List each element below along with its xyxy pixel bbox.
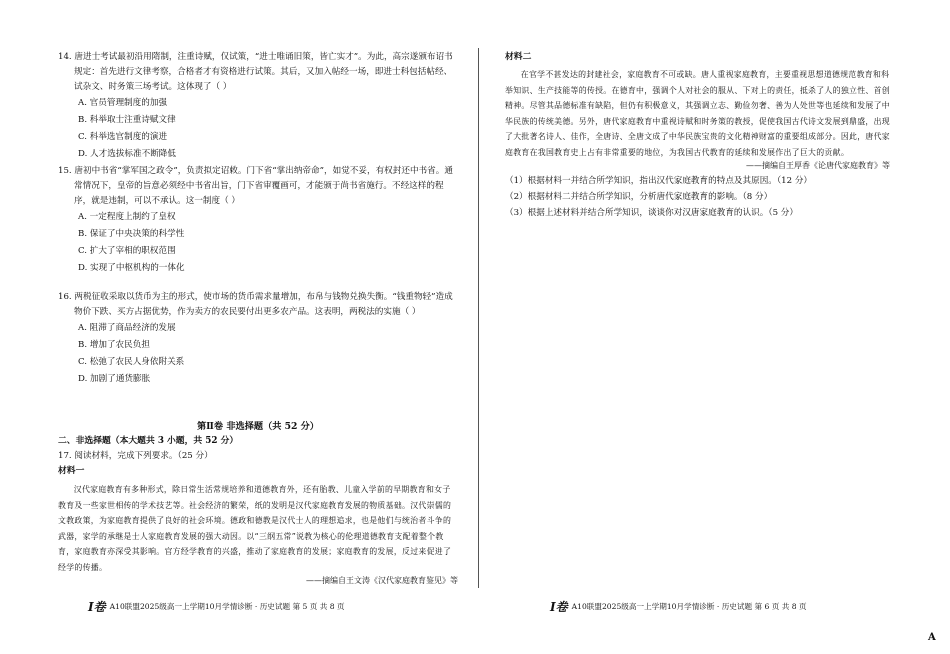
footer-right bbox=[550, 598, 807, 615]
option-b[interactable]: B. 增加了农民负担 bbox=[78, 340, 150, 350]
option-d[interactable]: D. 人才选拔标准不断降低 bbox=[78, 149, 176, 159]
page-divider bbox=[478, 48, 479, 588]
question-15 bbox=[58, 164, 458, 277]
footer-text: A10联盟2025级高一上学期10月学情诊断 · 历史试题 第 6 页 共 8 页 bbox=[571, 602, 807, 611]
left-page bbox=[58, 0, 458, 654]
material-2-source: ——摘编自王厚香《论唐代家庭教育》等 bbox=[746, 161, 890, 170]
right-page bbox=[505, 0, 890, 654]
option-b[interactable]: B. 保证了中央决策的科学性 bbox=[78, 229, 185, 239]
task-list bbox=[505, 173, 890, 221]
task-1: （1）根据材料一并结合所学知识，指出汉代家庭教育的特点及其原因。（12 分） bbox=[505, 176, 813, 186]
option-c[interactable]: C. 松弛了农民人身依附关系 bbox=[78, 357, 185, 367]
material-1-source: ——摘编自王文涛《汉代家庭教育鉴见》等 bbox=[306, 576, 458, 585]
task-3: （3）根据上述材料并结合所学知识，谈谈你对汉唐家庭教育的认识。（5 分） bbox=[505, 208, 798, 218]
option-d[interactable]: D. 加剧了通货膨胀 bbox=[78, 374, 151, 384]
material-2 bbox=[505, 50, 890, 221]
option-c[interactable]: C. 扩大了宰相的职权范围 bbox=[78, 246, 176, 256]
question-stem: 14. 唐进士考试最初沿用隋制，注重诗赋，仅试策，“进士唯诵旧策，皆亡实才”。为此，高宗遂颁布诏书规定：首先进行文律考察，合格者才有资格进行试策。其后，又加入帖经一场，即进士科包括帖经、试杂文、时务策三场考试。这体现了（ ） bbox=[58, 52, 453, 92]
material-2-text: 在官学不甚发达的封建社会，家庭教育不可或缺。唐人重视家庭教育，主要重视思想道德规范教育和科举知识、生产技能等的传授。在德育中，强调个人对社会的服从、下对上的责任，抵杀了人的独立性、首创精神。尽管其品德标准有缺陷，但仍有积极意义，其强调立志、勤俭勿奢、善为人处世等也延续和发展了中华民族的传统美德。另外，唐代家庭教育中重视诗赋和时务策的教授，促使我国古代诗文发展到鼎盛，出现了大批著名诗人、佳作，全唐诗、全唐文成了中华民族宝贵的文化精神财富的重要组成部分。因此，唐代家庭教育在我国教育史上占有非常重要的地位，为我国古代教育的延续和发展作出了巨大的贡献。 bbox=[505, 70, 890, 157]
task-2: （2）根据材料二并结合所学知识，分析唐代家庭教育的影响。（8 分） bbox=[505, 192, 773, 202]
option-d[interactable]: D. 实现了中枢机构的一体化 bbox=[78, 263, 185, 273]
brand-logo-icon: I卷 bbox=[88, 600, 106, 614]
footer-left bbox=[88, 598, 345, 615]
non-choice-section bbox=[58, 434, 458, 586]
option-c[interactable]: C. 科举选官制度的演进 bbox=[78, 132, 168, 142]
question-stem: 16. 两税征收采取以货币为主的形式，使市场的货币需求量增加，布帛与钱物兑换失衡。“钱重物轻”造成物价下跌、买方占据优势，作为卖方的农民要付出更多农产品。这表明，两税法的实施（ ） bbox=[58, 292, 453, 317]
footer-text: A10联盟2025级高一上学期10月学情诊断 · 历史试题 第 5 页 共 8 页 bbox=[109, 602, 345, 611]
question-stem: 15. 唐初中书省“掌军国之政令”，负责拟定诏敕。门下省“掌出纳帝命”，如觉不妥，有权封还中书省。通常情况下，皇帝的旨意必须经中书省出旨，门下省审覆画可，才能颁于尚书省施行。不经这样的程序，就是违制，可以不承认。这一制度（ ） bbox=[58, 166, 453, 206]
section-title: 第Ⅱ卷 非选择题（共 52 分） bbox=[197, 421, 319, 432]
option-a[interactable]: A. 官员管理制度的加强 bbox=[78, 98, 168, 108]
question-14 bbox=[58, 50, 458, 163]
part-title: 二、非选择题（本大题共 3 小题，共 52 分） bbox=[58, 436, 239, 446]
paper-version-label: A bbox=[928, 632, 936, 643]
question-17-stem: 17. 阅读材料，完成下列要求。（25 分） bbox=[58, 451, 213, 461]
brand-logo-icon: I卷 bbox=[550, 600, 568, 614]
option-a[interactable]: A. 阻滞了商品经济的发展 bbox=[78, 323, 176, 333]
option-b[interactable]: B. 科举取士注重诗赋文律 bbox=[78, 115, 176, 125]
material-1-text: 汉代家庭教育有多种形式，除日常生活常规培养和道德教育外，还有胎教、儿童入学前的早期教育和女子教育及一些家世相传的学术技艺等。社会经济的繁荣，纸的发明是汉代家庭教育发展的物质基础。汉代崇儒的文教政策，为家庭教育提供了良好的社会环境。德政和德教是汉代士人的理想追求，也是他们与统治者斗争的武器，家学的承继是士人家庭教育发展的强大动因。以“三纲五常”说教为核心的伦理道德教育支配着整个教育，家庭教育亦深受其影响。官方经学教育的兴盛，推动了家庭教育的发展；家庭教育的发展，反过来促进了经学的传播。 bbox=[58, 485, 452, 572]
material-1-title: 材料一 bbox=[58, 466, 85, 476]
option-a[interactable]: A. 一定程度上制约了皇权 bbox=[78, 212, 176, 222]
material-2-title: 材料二 bbox=[505, 52, 532, 62]
question-16 bbox=[58, 290, 458, 388]
